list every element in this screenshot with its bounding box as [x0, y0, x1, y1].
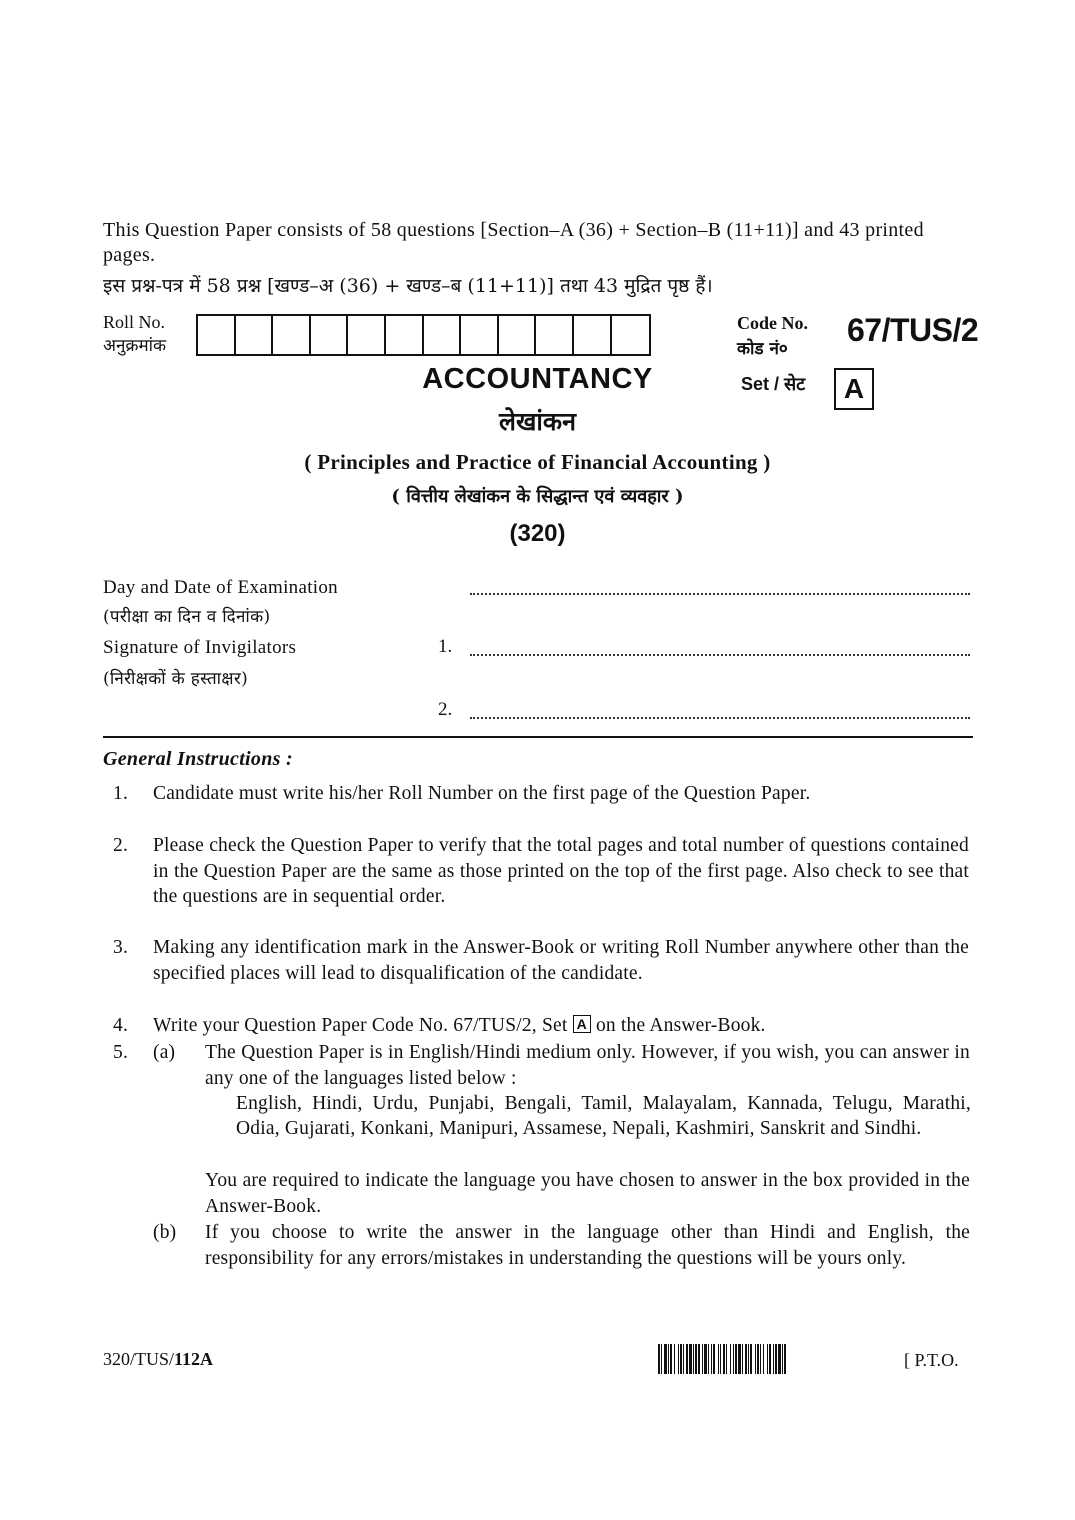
- instruction-number: 5.: [113, 1042, 129, 1063]
- instruction-4-pre: Write your Question Paper Code No. 67/TUS/2, Set: [153, 1015, 568, 1036]
- barcode-image: [658, 1344, 883, 1374]
- instruction-number: 2.: [113, 835, 129, 856]
- intro-hindi: इस प्रश्न-पत्र में 58 प्रश्न [खण्ड–अ (36) + खण्ड–ब (11+11)] तथा 43 मुद्रित पृष्ठ हैं।: [103, 275, 713, 297]
- subject-title: ACCOUNTANCY: [422, 363, 653, 395]
- invigilator-signature-label: Signature of Invigilators: [103, 637, 297, 658]
- exam-date-label: Day and Date of Examination: [103, 577, 338, 598]
- sub-item-b-text: If you choose to write the answer in the language other than Hindi and English, the responsibility for any errors/mistakes in understanding the questions will be yours only.: [205, 1222, 970, 1269]
- code-value: 67/TUS/2: [847, 312, 979, 348]
- subject-title-hindi: लेखांकन: [499, 407, 576, 436]
- instruction-text: Please check the Question Paper to verify that the total pages and total number of questions contained in the Question Paper are the same as those printed on the top of the first page. Also check to see that the questions are in sequential order.: [153, 835, 969, 907]
- sub-item-label-a: (a): [153, 1042, 176, 1063]
- footer-code-plain: 320/TUS/: [103, 1349, 175, 1369]
- roll-digit-box[interactable]: [311, 316, 349, 354]
- instruction-text: [153, 1013, 969, 1039]
- instruction-number: 1.: [113, 783, 129, 804]
- roll-number-label: [103, 310, 166, 358]
- signature-number-1: 1.: [438, 636, 453, 657]
- invigilator-signature-2-field[interactable]: [470, 717, 970, 719]
- sub-item-label-b: (b): [153, 1222, 177, 1243]
- instruction-item-2: [103, 833, 973, 937]
- roll-digit-box[interactable]: [386, 316, 424, 354]
- roll-digit-box[interactable]: [612, 316, 650, 354]
- set-indicator-box: A: [573, 1015, 591, 1033]
- instruction-number: 3.: [113, 937, 129, 958]
- code-label-hi: कोड नं०: [737, 339, 788, 359]
- divider: [103, 736, 973, 738]
- language-list: English, Hindi, Urdu, Punjabi, Bengali, Tamil, Malayalam, Kannada, Telugu, Marathi, Odia, Gujarati, Konkani, Manipuri, Assamese, Nepali, Kashmiri, Sanskrit and Sindhi.: [236, 1093, 971, 1139]
- sub-item-a-note: You are required to indicate the language you have chosen to answer in the box provided in the Answer-Book.: [205, 1170, 970, 1217]
- subtitle: ( Principles and Practice of Financial Accounting ): [304, 450, 771, 474]
- roll-digit-box[interactable]: [424, 316, 462, 354]
- pto-label: [ P.T.O.: [904, 1350, 959, 1370]
- roll-digit-box[interactable]: [236, 316, 274, 354]
- set-label: Set / सेट: [741, 374, 806, 394]
- footer-code: [103, 1349, 213, 1370]
- intro-english: This Question Paper consists of 58 questions [Section–A (36) + Section–B (11+11)] and 43 printed pages.: [103, 219, 924, 266]
- roll-digit-box[interactable]: [273, 316, 311, 354]
- subtitle-hindi: ( वित्तीय लेखांकन के सिद्धान्त एवं व्यवहार ): [391, 486, 684, 507]
- roll-number-boxes[interactable]: [196, 314, 651, 356]
- roll-digit-box[interactable]: [536, 316, 574, 354]
- instruction-text: Candidate must write his/her Roll Number on the first page of the Question Paper.: [153, 783, 811, 804]
- instruction-item-5: [103, 1040, 973, 1300]
- general-instructions-title: General Instructions :: [103, 748, 293, 770]
- instruction-item-3: [103, 935, 973, 1013]
- instruction-item-1: [103, 781, 973, 833]
- paper-code: (320): [509, 520, 566, 547]
- code-label: [737, 310, 808, 362]
- invigilator-signature-1-field[interactable]: [470, 654, 970, 656]
- roll-digit-box[interactable]: [499, 316, 537, 354]
- instruction-item-4: [103, 1013, 973, 1039]
- invigilator-signature-label-hindi: (निरीक्षकों के हस्ताक्षर): [103, 669, 249, 689]
- roll-label-hi: अनुक्रमांक: [103, 336, 167, 356]
- instruction-text: Making any identification mark in the Answer-Book or writing Roll Number anywhere other than the specified places will lead to disqualification of the candidate.: [153, 937, 969, 984]
- set-box: A: [834, 368, 874, 410]
- code-label-en: Code No.: [737, 313, 808, 333]
- sub-item-a-text: The Question Paper is in English/Hindi medium only. However, if you wish, you can answer in any one of the languages listed below :: [205, 1042, 970, 1089]
- roll-digit-box[interactable]: [348, 316, 386, 354]
- footer-code-bold: 112A: [174, 1349, 214, 1369]
- roll-label-en: Roll No.: [103, 312, 166, 332]
- exam-date-field[interactable]: [470, 593, 970, 595]
- roll-digit-box[interactable]: [574, 316, 612, 354]
- signature-number-2: 2.: [438, 699, 453, 720]
- roll-digit-box[interactable]: [461, 316, 499, 354]
- roll-digit-box[interactable]: [198, 316, 236, 354]
- exam-date-label-hindi: (परीक्षा का दिन व दिनांक): [103, 607, 271, 627]
- instruction-4-post: on the Answer-Book.: [595, 1015, 766, 1036]
- instruction-number: 4.: [113, 1015, 129, 1036]
